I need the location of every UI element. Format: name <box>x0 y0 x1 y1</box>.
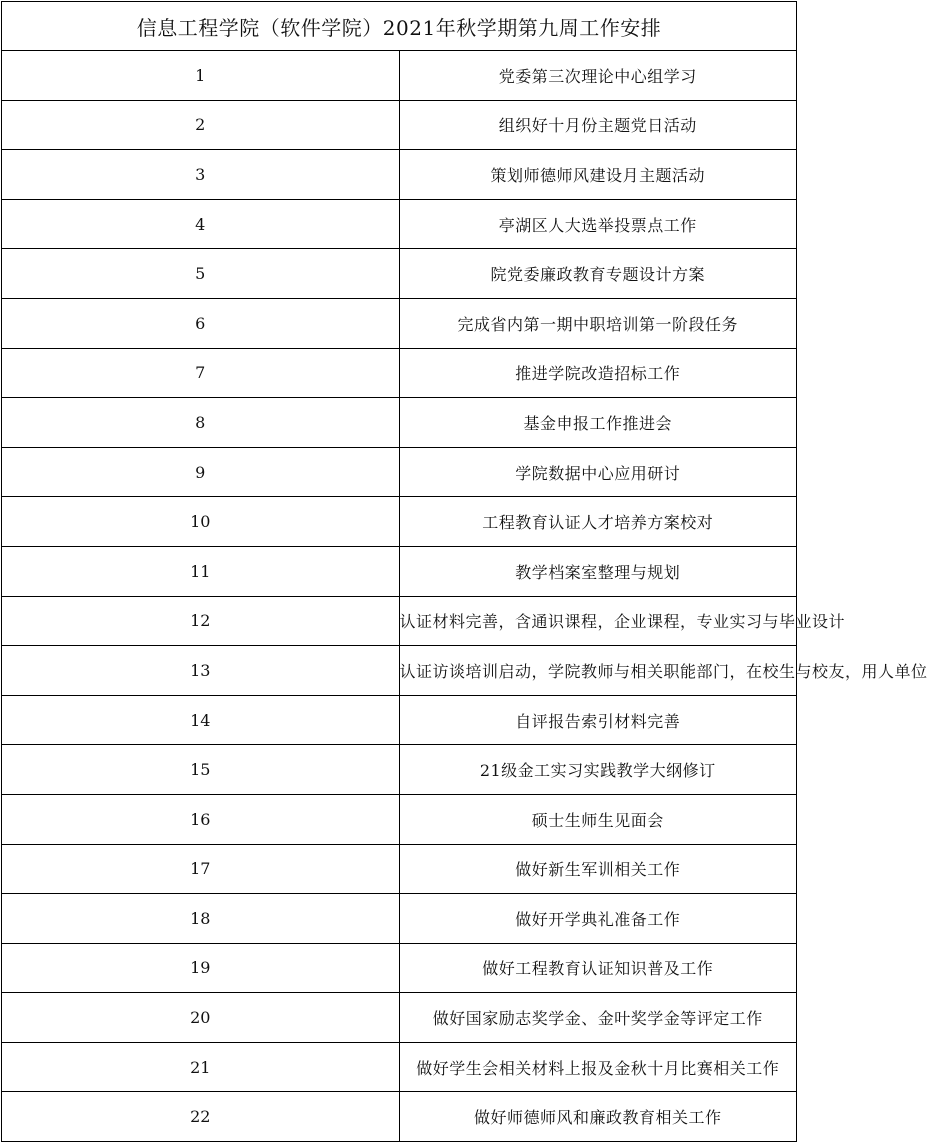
row-number: 13 <box>2 646 400 696</box>
task-description: 亭湖区人大选举投票点工作 <box>399 199 797 249</box>
table-row <box>2 1042 797 1092</box>
table-row <box>2 398 797 448</box>
row-number: 11 <box>2 546 400 596</box>
table-row <box>2 1092 797 1142</box>
row-number: 20 <box>2 993 400 1043</box>
table-row <box>2 447 797 497</box>
task-description: 党委第三次理论中心组学习 <box>399 51 797 101</box>
schedule-body <box>2 51 928 1142</box>
schedule-table <box>1 1 928 1142</box>
table-row <box>2 943 797 993</box>
table-row <box>2 199 797 249</box>
task-description: 院党委廉政教育专题设计方案 <box>399 249 797 299</box>
task-description: 基金申报工作推进会 <box>399 398 797 448</box>
row-number: 18 <box>2 894 400 944</box>
row-number: 2 <box>2 100 400 150</box>
task-description: 自评报告索引材料完善 <box>399 695 797 745</box>
task-description: 推进学院改造招标工作 <box>399 348 797 398</box>
table-row <box>2 596 797 646</box>
row-number: 5 <box>2 249 400 299</box>
task-description: 做好新生军训相关工作 <box>399 844 797 894</box>
row-number: 17 <box>2 844 400 894</box>
row-number: 1 <box>2 51 400 101</box>
table-row <box>2 844 797 894</box>
row-number: 9 <box>2 447 400 497</box>
row-number: 21 <box>2 1042 400 1092</box>
task-description: 认证访谈培训启动，学院教师与相关职能部门，在校生与校友，用人单位 <box>399 646 797 696</box>
table-row <box>2 794 797 844</box>
row-number: 4 <box>2 199 400 249</box>
task-description: 认证材料完善，含通识课程，企业课程，专业实习与毕业设计 <box>399 596 797 646</box>
task-description: 做好开学典礼准备工作 <box>399 894 797 944</box>
title-row <box>2 2 797 51</box>
row-number: 3 <box>2 150 400 200</box>
table-row <box>2 695 797 745</box>
row-number: 15 <box>2 745 400 795</box>
task-description: 学院数据中心应用研讨 <box>399 447 797 497</box>
row-number: 8 <box>2 398 400 448</box>
table-row <box>2 348 797 398</box>
task-description: 做好工程教育认证知识普及工作 <box>399 943 797 993</box>
row-number: 22 <box>2 1092 400 1142</box>
table-row <box>2 546 797 596</box>
table-row <box>2 249 797 299</box>
task-description: 硕士生师生见面会 <box>399 794 797 844</box>
task-description: 21级金工实习实践教学大纲修订 <box>399 745 797 795</box>
task-description: 做好师德师风和廉政教育相关工作 <box>399 1092 797 1142</box>
table-row <box>2 745 797 795</box>
table-row <box>2 298 797 348</box>
task-description: 教学档案室整理与规划 <box>399 546 797 596</box>
row-number: 14 <box>2 695 400 745</box>
row-number: 10 <box>2 497 400 547</box>
row-number: 19 <box>2 943 400 993</box>
task-description: 做好学生会相关材料上报及金秋十月比赛相关工作 <box>399 1042 797 1092</box>
table-row <box>2 993 797 1043</box>
row-number: 6 <box>2 298 400 348</box>
table-row <box>2 100 797 150</box>
table-row <box>2 646 797 696</box>
task-description: 策划师德师风建设月主题活动 <box>399 150 797 200</box>
row-number: 12 <box>2 596 400 646</box>
table-row <box>2 150 797 200</box>
row-number: 7 <box>2 348 400 398</box>
task-description: 做好国家励志奖学金、金叶奖学金等评定工作 <box>399 993 797 1043</box>
task-description: 组织好十月份主题党日活动 <box>399 100 797 150</box>
document-title: 信息工程学院（软件学院）2021年秋学期第九周工作安排 <box>2 2 797 51</box>
task-description: 完成省内第一期中职培训第一阶段任务 <box>399 298 797 348</box>
table-row <box>2 497 797 547</box>
row-number: 16 <box>2 794 400 844</box>
task-description: 工程教育认证人才培养方案校对 <box>399 497 797 547</box>
table-row <box>2 894 797 944</box>
table-row <box>2 51 797 101</box>
